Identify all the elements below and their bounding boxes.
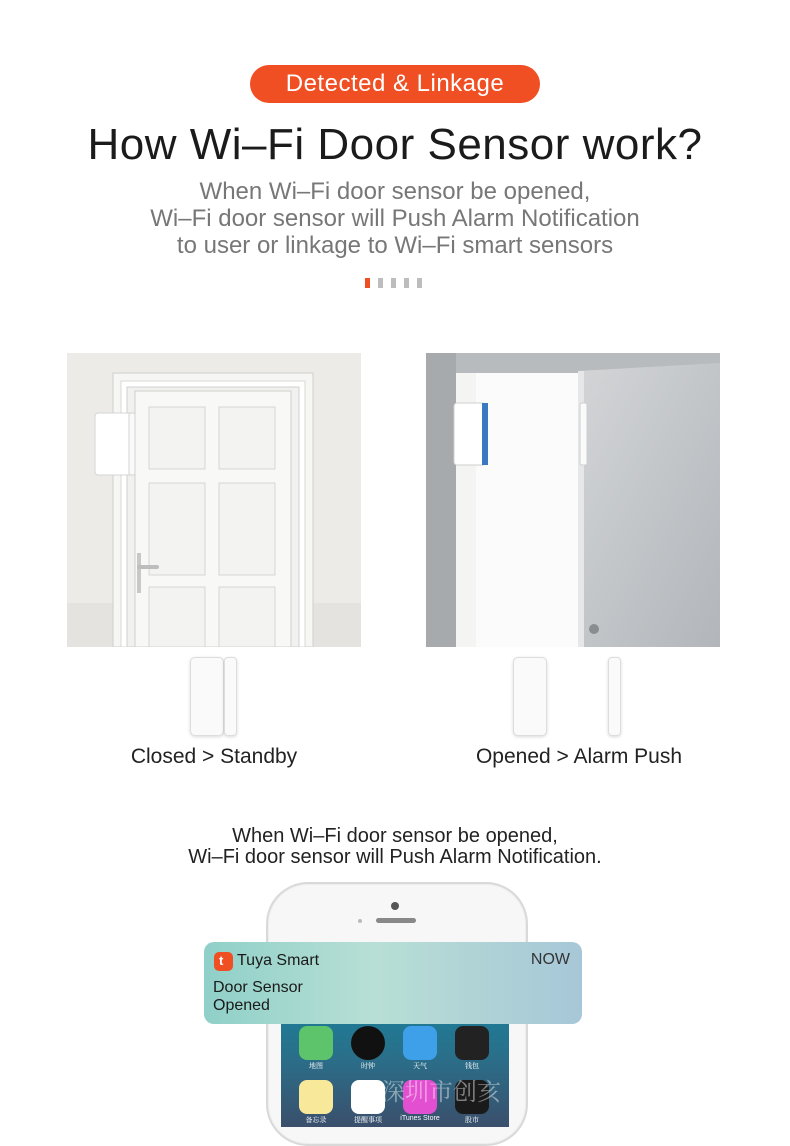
- notes-app-icon[interactable]: [299, 1080, 333, 1114]
- section-badge: Detected & Linkage: [250, 65, 540, 103]
- app-label: 钱包: [465, 1063, 479, 1070]
- app-label: 备忘录: [305, 1117, 327, 1124]
- subtitle-line-3: to user or linkage to Wi–Fi smart sensors: [176, 232, 614, 259]
- closed-caption: Closed > Standby: [130, 745, 298, 768]
- closed-sensor-body: [190, 657, 224, 736]
- description-line-2: Wi–Fi door sensor will Push Alarm Notification.: [188, 846, 602, 868]
- notification-app-name: Tuya Smart: [237, 952, 320, 969]
- page-title: How Wi–Fi Door Sensor work?: [87, 120, 703, 169]
- app-label: 地图: [309, 1063, 323, 1070]
- subtitle-line-2: Wi–Fi door sensor will Push Alarm Notification: [150, 205, 640, 232]
- app-label: 提醒事项: [354, 1117, 382, 1124]
- notification-body: Opened: [213, 997, 270, 1014]
- app-label: 天气: [413, 1063, 427, 1070]
- weather-app-icon[interactable]: [403, 1026, 437, 1060]
- push-notification[interactable]: [204, 942, 582, 1024]
- front-camera: [391, 902, 399, 910]
- notification-time: NOW: [530, 951, 570, 968]
- closed-door-photo: [67, 353, 361, 647]
- app-label: 时钟: [361, 1063, 375, 1070]
- wallet-app-icon[interactable]: [455, 1026, 489, 1060]
- description-line-1: When Wi–Fi door sensor be opened,: [232, 825, 558, 847]
- app-label: 股市: [465, 1117, 479, 1124]
- app-label: iTunes Store: [400, 1115, 440, 1122]
- page-indicator: [365, 278, 422, 288]
- indicator-dot: [391, 278, 396, 288]
- tuya-logo-icon: t: [214, 952, 233, 971]
- indicator-dot: [378, 278, 383, 288]
- opened-door-illustration: [426, 353, 720, 647]
- notification-title: Door Sensor: [213, 979, 303, 996]
- watermark-text: 深圳市创亥: [381, 1078, 501, 1106]
- earpiece-speaker: [376, 918, 416, 923]
- closed-sensor-magnet: [224, 657, 237, 736]
- closed-door-illustration: [67, 353, 361, 647]
- opened-sensor-magnet: [608, 657, 621, 736]
- opened-door-photo: [426, 353, 720, 647]
- reminders-app-icon[interactable]: [351, 1080, 385, 1114]
- maps-app-icon[interactable]: [299, 1026, 333, 1060]
- indicator-dot-active: [365, 278, 370, 288]
- opened-sensor-body: [513, 657, 547, 736]
- clock-app-icon[interactable]: [351, 1026, 385, 1060]
- subtitle-line-1: When Wi–Fi door sensor be opened,: [199, 178, 591, 205]
- indicator-dot: [417, 278, 422, 288]
- opened-caption: Opened > Alarm Push: [475, 745, 683, 768]
- phone-screen: [281, 1010, 509, 1127]
- indicator-dot: [404, 278, 409, 288]
- sensor-dot: [358, 919, 362, 923]
